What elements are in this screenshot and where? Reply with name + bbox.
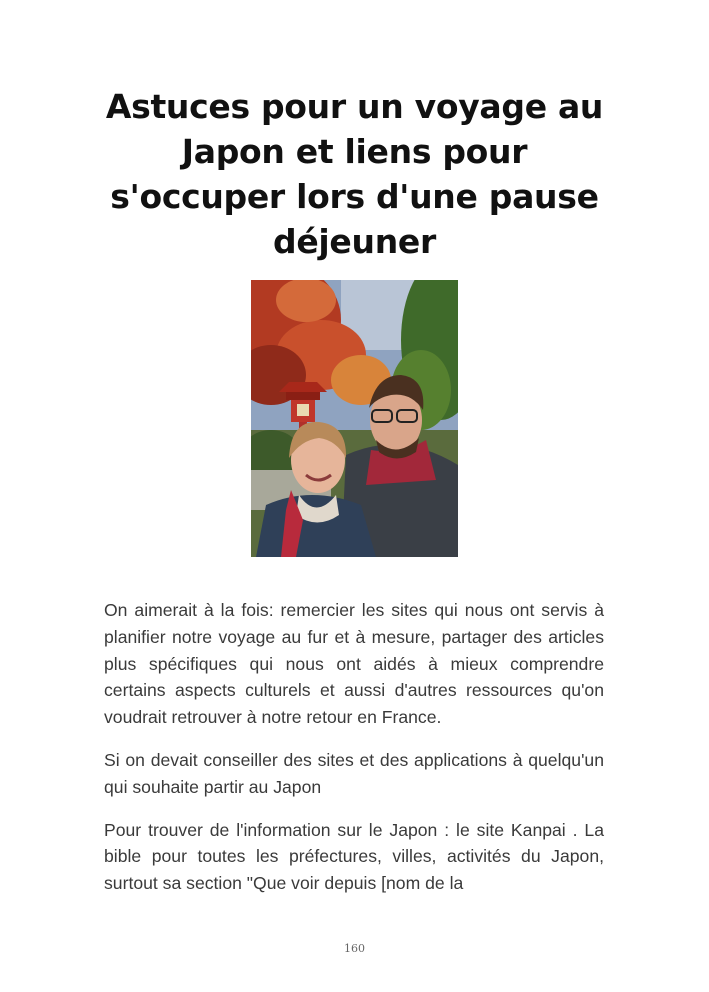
page-title: Astuces pour un voyage au Japon et liens pour s'occuper lors d'une pause déjeuner [105,87,604,261]
paragraph: Si on devait conseiller des sites et des applications à quelqu'un qui souhaite partir au Japon [104,749,604,797]
paragraph: On aimerait à la fois: remercier les sites qui nous ont servis à planifier notre voyage au fur et à mesure, partager des articles plus spécifiques qui nous ont aidés à mieux comprendre certains aspects culturels et aussi d'autres ressources qu'on voudrait retrouver à notre retour en France. [104,600,604,728]
body-text [104,597,604,913]
paragraph: Pour trouver de l'information sur le Japon : le site Kanpai . La bible pour toutes les préfectures, villes, activités du Japon, surtout sa section "Que voir depuis [nom de la [104,819,604,894]
selfie-photo [251,280,458,557]
page-number: 160 [344,942,365,955]
